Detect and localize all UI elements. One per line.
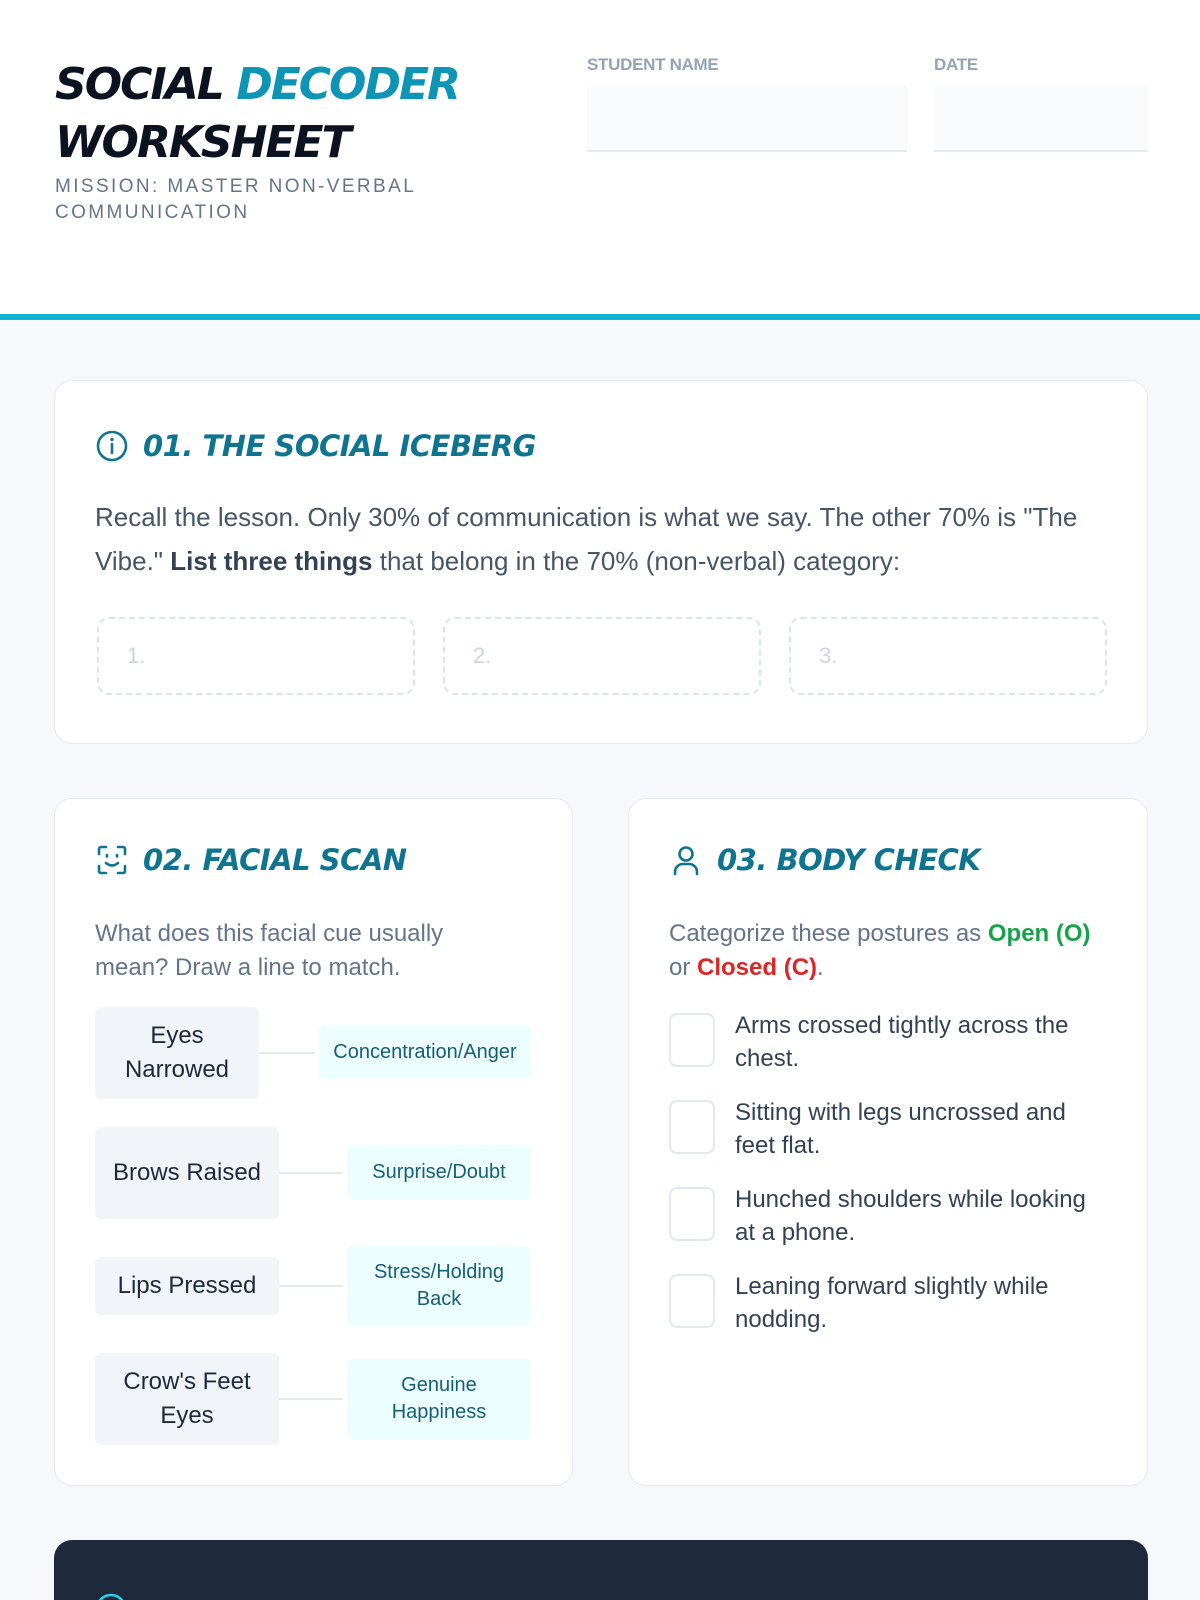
student-name-field[interactable] [587, 86, 907, 152]
match-connector [259, 1052, 315, 1054]
posture-answer-box[interactable] [669, 1013, 715, 1067]
posture-item [669, 1187, 1109, 1249]
title-word-decoder: DECODER [236, 59, 459, 110]
iceberg-text-before: Recall the lesson. Only 30% of communication is what we say. The other 70% is "The Vibe." [95, 502, 1078, 576]
body-header [669, 843, 980, 877]
iceberg-header [95, 429, 536, 463]
date-label: DATE [934, 55, 978, 74]
posture-item [669, 1100, 1109, 1162]
meaning-stress-holding-back[interactable]: Stress/Holding Back [347, 1246, 531, 1326]
worksheet-header [0, 0, 1200, 320]
posture-text: Sitting with legs uncrossed and feet flat. [735, 1099, 1066, 1159]
iceberg-instructions [95, 495, 1115, 583]
posture-text: Leaning forward slightly while nodding. [735, 1273, 1049, 1333]
answer-blank-3[interactable]: 3. [789, 617, 1107, 695]
answer-blank-2[interactable]: 2. [443, 617, 761, 695]
facial-scan-card [54, 798, 573, 1486]
body-desc-or: or [669, 954, 691, 981]
meaning-genuine-happiness[interactable]: Genuine Happiness [347, 1359, 531, 1439]
dark-section-card [54, 1540, 1148, 1600]
closed-label: Closed (C) [697, 954, 818, 981]
open-label: Open (O) [987, 920, 1091, 947]
iceberg-title: 01. THE SOCIAL ICEBERG [143, 429, 536, 463]
body-desc-before: Categorize these postures as [669, 920, 982, 947]
iceberg-text-bold: List three things [170, 546, 373, 576]
posture-text: Arms crossed tightly across the chest. [735, 1012, 1069, 1072]
match-connector [279, 1398, 343, 1400]
facial-header [95, 843, 407, 877]
posture-item [669, 1013, 1109, 1075]
cue-crows-feet-eyes[interactable]: Crow's Feet Eyes [95, 1353, 279, 1445]
date-field[interactable] [934, 86, 1148, 152]
worksheet-title [55, 56, 525, 172]
body-check-card [628, 798, 1148, 1486]
info-icon [95, 429, 129, 463]
cue-brows-raised[interactable]: Brows Raised [95, 1127, 279, 1219]
posture-text: Hunched shoulders while looking at a phone. [735, 1186, 1086, 1246]
answer-blank-1[interactable]: 1. [97, 617, 415, 695]
match-connector [279, 1172, 343, 1174]
student-name-label: STUDENT NAME [587, 55, 719, 74]
title-word-social: SOCIAL [55, 59, 223, 110]
meaning-concentration-anger[interactable]: Concentration/Anger [319, 1025, 531, 1079]
facial-description: What does this facial cue usually mean? Draw a line to match. [95, 920, 444, 981]
cue-eyes-narrowed[interactable]: Eyes Narrowed [95, 1007, 259, 1099]
posture-answer-box[interactable] [669, 1274, 715, 1328]
iceberg-text-after: that belong in the 70% (non-verbal) category: [379, 546, 901, 576]
cue-lips-pressed[interactable]: Lips Pressed [95, 1257, 279, 1315]
facial-title: 02. FACIAL SCAN [143, 843, 407, 877]
section-icon [94, 1592, 128, 1600]
posture-answer-box[interactable] [669, 1100, 715, 1154]
match-connector [279, 1285, 343, 1287]
face-scan-icon [95, 843, 129, 877]
body-description [669, 917, 1109, 985]
social-iceberg-card [54, 380, 1148, 744]
title-word-worksheet: WORKSHEET [55, 117, 350, 168]
body-title: 03. BODY CHECK [717, 843, 981, 877]
user-icon [669, 843, 703, 877]
posture-answer-box[interactable] [669, 1187, 715, 1241]
meaning-surprise-doubt[interactable]: Surprise/Doubt [347, 1145, 531, 1199]
body-desc-end: . [817, 954, 824, 981]
worksheet-subtitle: MISSION: MASTER NON-VERBAL COMMUNICATION [55, 176, 416, 223]
posture-item [669, 1274, 1109, 1336]
